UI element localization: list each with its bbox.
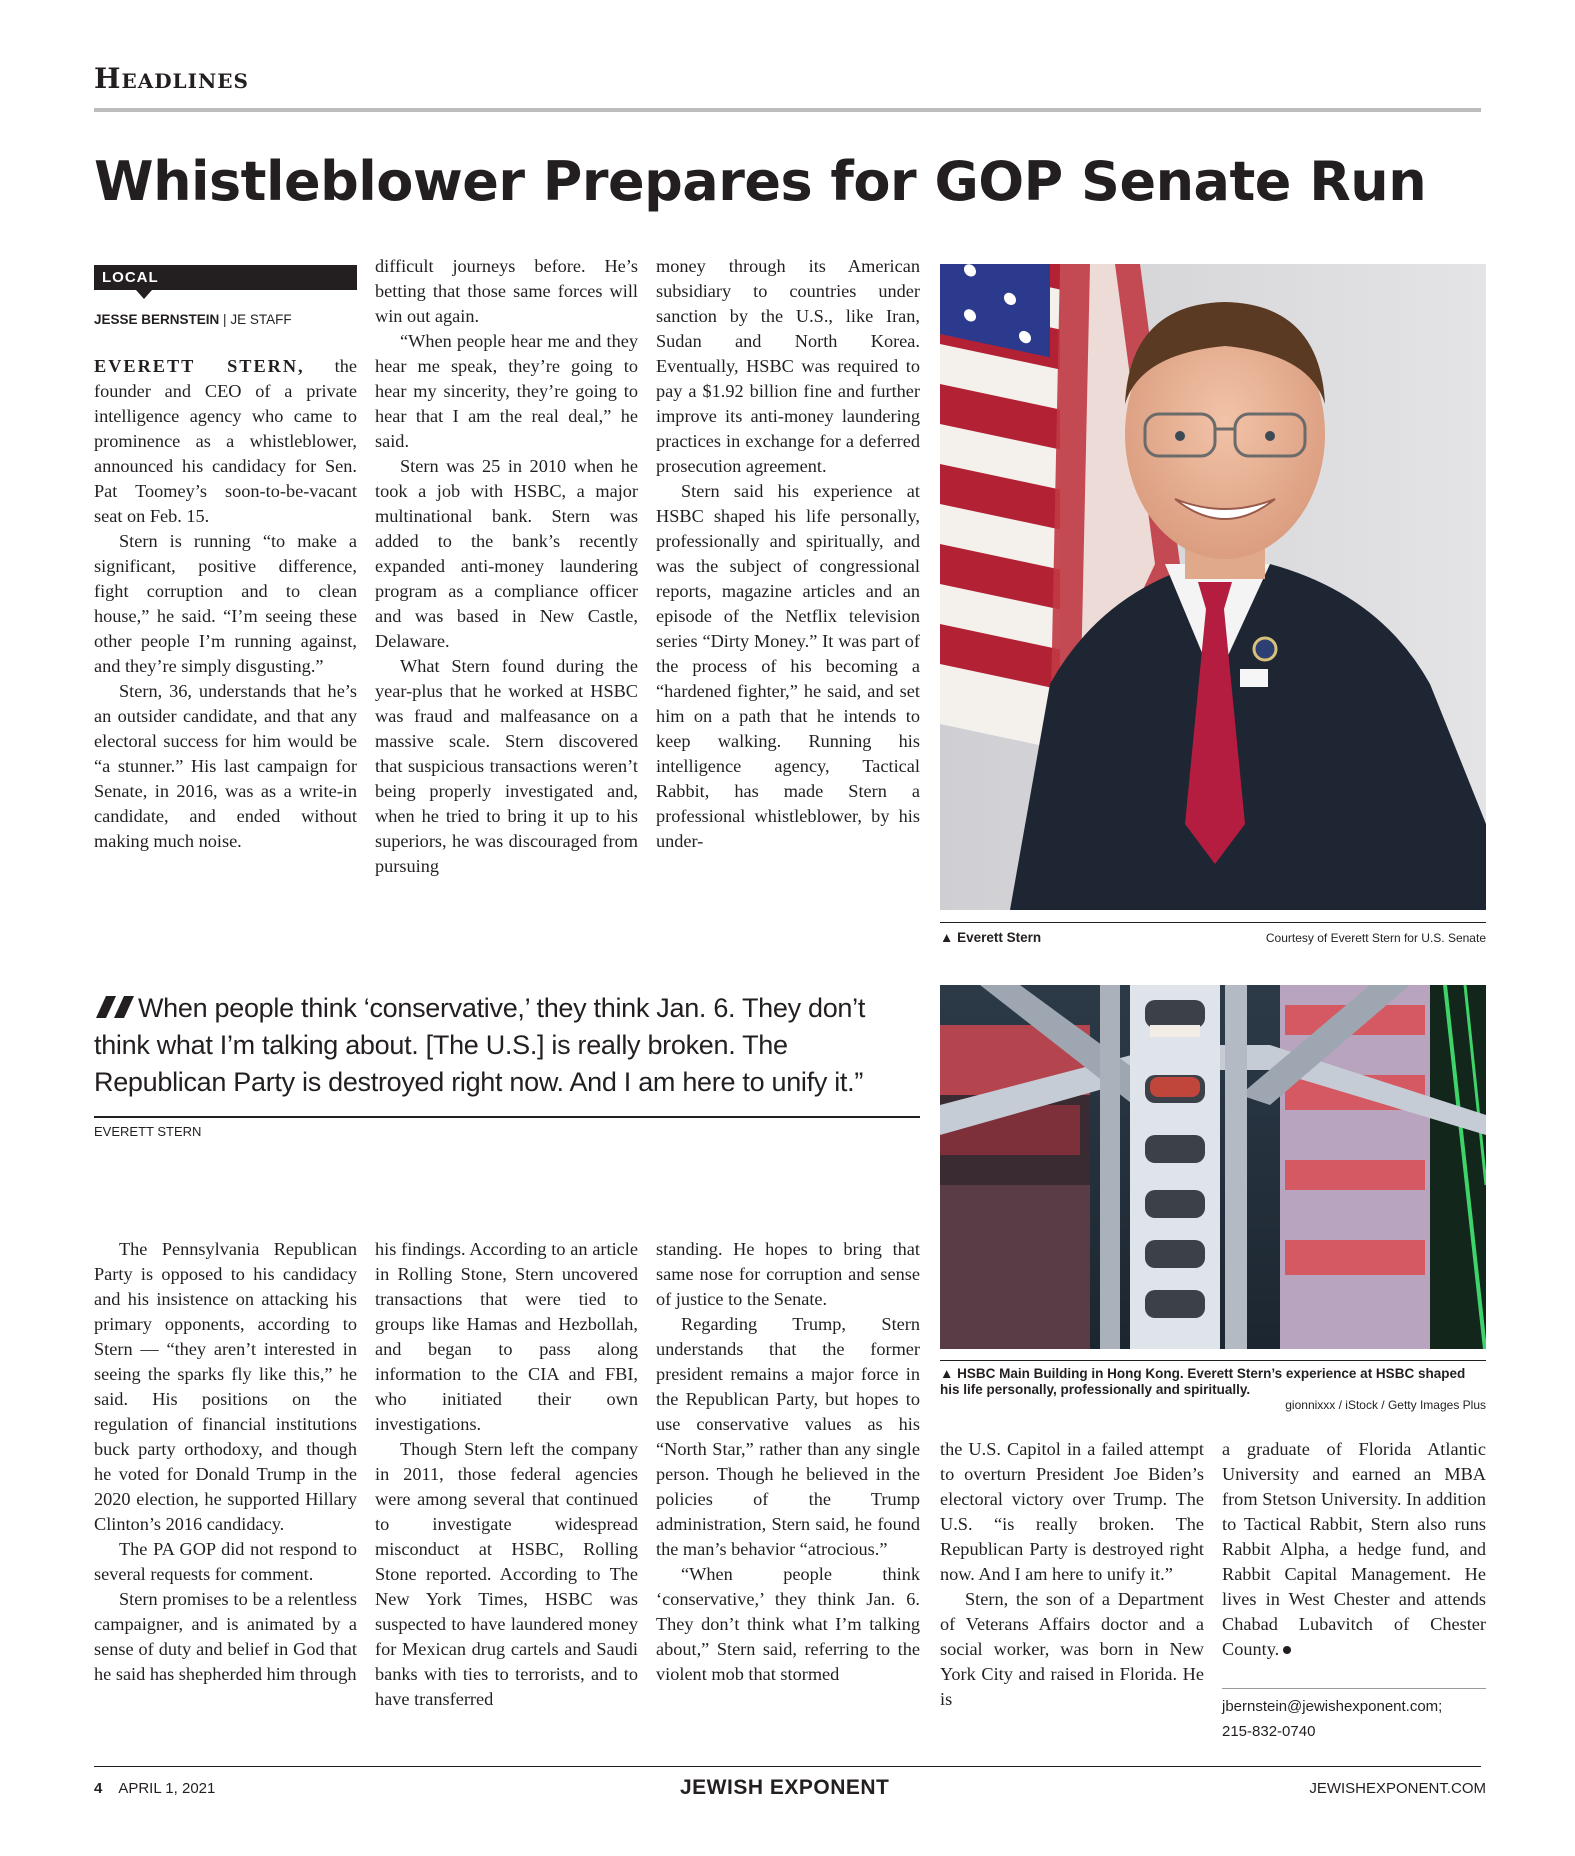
article-column-1-top — [94, 354, 357, 854]
article-paragraph: Stern said his experience at HSBC shaped his life personally, professionally and spiritually, and was the subject of congressional reports, magazine articles and an episode of the Netflix television series “Dirty Money.” It was part of the process of his becoming a “hardened fighter,” he said, and set him on a path that he intends to keep walking. Running his intelligence agency, Tactical Rabbit, has made Stern a professional whistleblower, by his under- — [656, 481, 920, 851]
pull-quote-text: When people think ‘conservative,’ they think Jan. 6. They don’t think what I’m talking about. [The U.S.] is really broken. The Republican Party is destroyed right now. And I am here to unify it.” — [94, 993, 866, 1097]
byline — [94, 312, 292, 327]
issue-date: APRIL 1, 2021 — [118, 1780, 216, 1797]
footer-page-date — [94, 1780, 215, 1797]
photo-credit: Courtesy of Everett Stern for U.S. Senate — [1265, 931, 1486, 945]
photo-caption: ▲ Everett Stern — [940, 930, 1042, 945]
article-paragraph: a graduate of Florida Atlantic University and earned an MBA from Stetson University. In addition to Tactical Rabbit, Stern also runs Rabbit Alpha, a hedge fund, and Rabbit Capital Management. He lives in West Chester and attends Chabad Lubavitch of Chester County. — [1222, 1439, 1486, 1659]
article-paragraph: Stern, 36, understands that he’s an outsider candidate, and that any electoral success for him would be “a stunner.” His last campaign for Senate, in 2016, was as a write-in candidate, and ended without making much noise. — [94, 681, 357, 851]
article-column-2-bottom — [375, 1237, 638, 1712]
article-paragraph: Stern was 25 in 2010 when he took a job with HSBC, a major multinational bank. Stern was added to the bank’s recently expanded anti-money laundering program as a compliance officer and was based in New Castle, Delaware. — [375, 456, 638, 651]
article-paragraph: Stern, the son of a Department of Veterans Affairs doctor and a social worker, was born in New York City and raised in Florida. He is — [940, 1589, 1204, 1709]
hsbc-building-photo — [940, 985, 1486, 1349]
section-title: Headlines — [94, 62, 249, 95]
article-column-4-bottom — [940, 1437, 1204, 1712]
footer-rule — [94, 1766, 1481, 1767]
article-paragraph: the U.S. Capitol in a failed attempt to overturn President Joe Biden’s electoral victory over Trump. The U.S. “is really broken. The Republican Party is destroyed right now. And I am here to unify it.” — [940, 1439, 1204, 1584]
article-paragraph: The Pennsylvania Republican Party is opposed to his candidacy and his insistence on attacking his primary opponents, according to Stern — “they aren’t interested in seeing the sparks fly like this,” he said. His positions on the regulation of financial institutions buck party orthodoxy, and though he voted for Donald Trump in the 2020 election, he supported Hillary Clinton’s 2016 candidacy. — [94, 1239, 357, 1534]
article-paragraph: EVERETT STERN, the founder and CEO of a private intelligence agency who came to prominence as a whistleblower, announced his candidacy for Sen. Pat Toomey’s soon-to-be-vacant seat on Feb. 15. — [94, 356, 358, 526]
article-column-1-bottom — [94, 1237, 357, 1687]
article-paragraph: “When people hear me and they hear me speak, they’re going to hear my sincerity, they’re going to hear that I am the real deal,” he said. — [375, 331, 638, 451]
author-phone: 215-832-0740 — [1222, 1723, 1316, 1740]
article-paragraph: What Stern found during the year-plus that he worked at HSBC was fraud and malfeasance on a massive scale. Stern discovered that suspicious transactions weren’t being properly investigated and, when he tried to bring it up to his superiors, he was discouraged from pursuing — [375, 656, 638, 876]
section-tag: LOCAL — [94, 265, 357, 290]
pull-quote-attribution: EVERETT STERN — [94, 1124, 202, 1139]
caption-triangle-icon: ▲ — [940, 1366, 958, 1381]
article-column-3-top — [656, 254, 920, 854]
pull-quote-rule — [94, 1116, 920, 1118]
article-paragraph: Regarding Trump, Stern understands that the former president remains a major force in the Republican Party, but hopes to use conservative values as his “North Star,” rather than any single person. Though he believed in the policies of the Trump administration, Stern said, he found the man’s behavior “atrocious.” — [656, 1314, 920, 1559]
portrait-photo — [940, 264, 1486, 910]
byline-role: JE STAFF — [230, 312, 292, 327]
headline: Whistleblower Prepares for GOP Senate Run — [94, 150, 1427, 213]
lead-in: EVERETT STERN, — [94, 356, 305, 376]
photo-caption: ▲ HSBC Main Building in Hong Kong. Everett Stern’s experience at HSBC shaped his life personally, professionally and spiritually. — [940, 1366, 1466, 1397]
article-paragraph: money through its American subsidiary to countries under sanction by the U.S., like Iran, Sudan and North Korea. Eventually, HSBC was required to pay a $1.92 billion fine and further improve its anti-money laundering practices in exchange for a deferred prosecution agreement. — [656, 256, 920, 476]
caption-rule — [940, 922, 1486, 923]
photo-credit: gionnixxx / iStock / Getty Images Plus — [1285, 1398, 1486, 1412]
section-tag-notch — [136, 290, 152, 299]
byline-separator: | — [219, 312, 231, 327]
page-number: 4 — [94, 1780, 103, 1797]
byline-author: JESSE BERNSTEIN — [94, 312, 220, 327]
end-mark-icon — [1283, 1646, 1291, 1654]
article-column-3-bottom — [656, 1237, 920, 1687]
publication-name: JEWISH EXPONENT — [680, 1776, 890, 1799]
article-paragraph: Stern promises to be a relentless campaigner, and is animated by a sense of duty and belief in God that he said has shepherded him through — [94, 1589, 357, 1684]
caption-rule — [940, 1360, 1486, 1361]
flag — [940, 264, 1060, 750]
article-column-5-bottom — [1222, 1437, 1486, 1662]
article-paragraph: Stern is running “to make a significant, positive difference, fight corruption and to clean house,” he said. “I’m seeing these other people I’m running against, and they’re simply disgusting.” — [94, 531, 357, 676]
article-paragraph: difficult journeys before. He’s betting that those same forces will win out again. — [375, 256, 638, 326]
publication-website[interactable]: JEWISHEXPONENT.COM — [1309, 1780, 1486, 1797]
quote-mark-icon — [94, 996, 136, 1018]
author-contact — [1222, 1694, 1486, 1744]
article-paragraph: standing. He hopes to bring that same nose for corruption and sense of justice to the Senate. — [656, 1239, 920, 1309]
article-paragraph: “When people think ‘conservative,’ they think Jan. 6. They don’t think what I’m talking about,” Stern said, referring to the violent mob that stormed — [656, 1564, 920, 1684]
article-column-2-top — [375, 254, 638, 879]
pull-quote — [94, 990, 924, 1101]
article-paragraph: his findings. According to an article in Rolling Stone, Stern uncovered transactions that were tied to groups like Hamas and Hezbollah, and began to pass along information to the CIA and FBI, who initiated their own investigations. — [375, 1239, 638, 1434]
caption-triangle-icon: ▲ — [940, 930, 958, 945]
contact-rule — [1222, 1688, 1486, 1689]
article-paragraph: Though Stern left the company in 2011, those federal agencies were among several that continued to investigate widespread misconduct at HSBC, Rolling Stone reported. According to The New York Times, HSBC was suspected to have laundered money for Mexican drug cartels and Saudi banks with ties to terrorists, and to have transferred — [375, 1439, 638, 1709]
section-divider — [94, 108, 1481, 112]
article-paragraph: The PA GOP did not respond to several requests for comment. — [94, 1539, 357, 1584]
author-email[interactable]: jbernstein@jewishexponent.com; — [1222, 1698, 1443, 1715]
